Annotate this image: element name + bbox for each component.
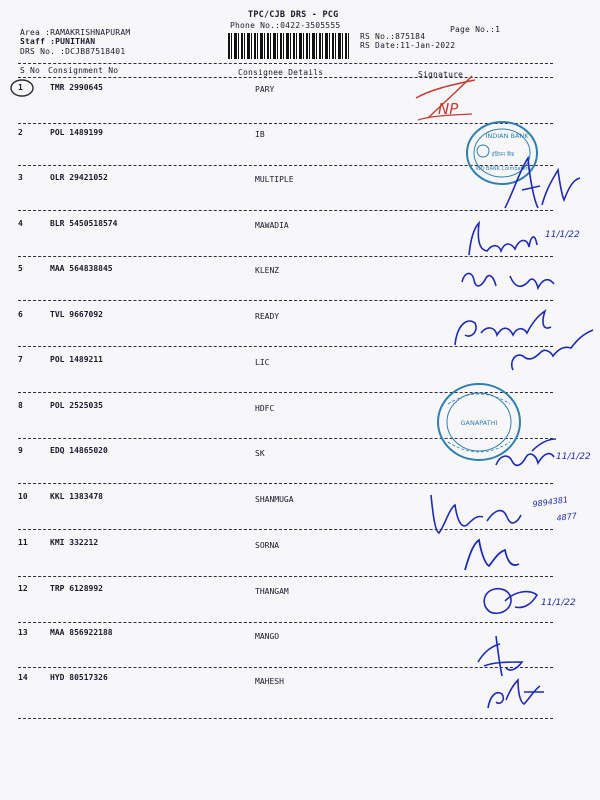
svg-text:9894381: 9894381 (532, 495, 569, 509)
row-sno: 11 (18, 538, 28, 547)
header-divider-top (18, 63, 553, 64)
row-consignment: EDQ 14865020 (50, 446, 108, 455)
barcode (228, 33, 350, 59)
signature-row12 (475, 575, 590, 630)
row-consignee: THANGAM (255, 587, 289, 596)
row-consignee: MULTIPLE (255, 175, 294, 184)
row-consignee: MAWADIA (255, 221, 289, 230)
sno-circle-mark (8, 77, 36, 99)
row-sno: 1 (18, 83, 23, 92)
row-sno: 4 (18, 219, 23, 228)
row-sno: 9 (18, 446, 23, 455)
page-number: Page No.:1 (450, 25, 501, 34)
signature-row7 (505, 322, 600, 382)
row-consignment: POL 2525035 (50, 401, 103, 410)
row-consignment: MAA 564838845 (50, 264, 113, 273)
svg-text:4877: 4877 (556, 511, 578, 523)
row-sno: 13 (18, 628, 28, 637)
row-consignment: TMR 2990645 (50, 83, 103, 92)
row-consignee: LIC (255, 358, 270, 367)
signature-row5 (458, 262, 568, 302)
drs-number: DRS No. :DCJB87518401 (20, 47, 126, 56)
row-sno: 6 (18, 310, 23, 319)
row-divider (18, 622, 553, 623)
row-consignee: MAHESH (255, 677, 284, 686)
row-consignment: KMI 332212 (50, 538, 99, 547)
row-consignment: TVL 9667092 (50, 310, 103, 319)
signature-row4 (465, 215, 585, 263)
signature-row3 (500, 150, 585, 220)
row-consignment: POL 1489211 (50, 355, 103, 364)
col-signature: Signature (418, 70, 464, 79)
row-sno: 8 (18, 401, 23, 410)
row-sno: 12 (18, 584, 28, 593)
svg-text:GANAPATHI: GANAPATHI (460, 419, 498, 427)
col-consignee: Consignee Details (238, 68, 324, 77)
row-consignment: BLR 5450518574 (50, 219, 118, 228)
svg-text:इंडियन बैंक: इंडियन बैंक (491, 152, 515, 158)
signature-row14 (478, 672, 558, 720)
row-consignee: READY (255, 312, 280, 321)
rs-number: RS No.:875184 (360, 32, 426, 41)
np-text: NP (438, 100, 459, 118)
row-consignee: PARY (255, 85, 275, 94)
svg-text:11/1/22: 11/1/22 (556, 452, 591, 462)
row-consignee: MANGO (255, 632, 280, 641)
svg-text:11/1/22: 11/1/22 (545, 230, 580, 240)
row-divider (18, 483, 553, 484)
row-consignment: MAA 856922188 (50, 628, 113, 637)
row-sno: 14 (18, 673, 28, 682)
col-consignment: Consignment No (48, 66, 119, 75)
col-sno: S No (20, 66, 41, 75)
row-divider (18, 210, 553, 211)
row-sno: 7 (18, 355, 23, 364)
row-sno: 10 (18, 492, 28, 501)
signature-row9 (492, 425, 600, 485)
rs-date: RS Date:11-Jan-2022 (360, 41, 456, 50)
svg-text:IND BANK Coimbatore: IND BANK Coimbatore (475, 166, 531, 172)
staff: Staff :PUNITHAN (20, 37, 96, 46)
row-consignment: TRP 6128992 (50, 584, 103, 593)
row-consignee: SK (255, 449, 265, 458)
row-consignment: POL 1489199 (50, 128, 103, 137)
row-sno: 2 (18, 128, 23, 137)
row-consignment: KKL 1383478 (50, 492, 103, 501)
row-sno: 5 (18, 264, 23, 273)
row-consignment: OLR 29421052 (50, 173, 108, 182)
row-consignment: HYD 80517326 (50, 673, 108, 682)
row-consignee: SORNA (255, 541, 280, 550)
sheet-title: TPC/CJB DRS - PCG (248, 10, 339, 20)
svg-text:11/1/22: 11/1/22 (541, 598, 576, 608)
row-consignee: IB (255, 130, 265, 139)
row-divider (18, 718, 553, 719)
phone-number: Phone No.:0422-3505555 (230, 21, 341, 30)
row-consignee: HDFC (255, 404, 275, 413)
signature-row11 (455, 530, 535, 580)
area: Area :RAMAKRISHNAPURAM (20, 28, 131, 37)
row-sno: 3 (18, 173, 23, 182)
row-consignee: SHANMUGA (255, 495, 294, 504)
svg-text:INDIAN BANK: INDIAN BANK (485, 132, 529, 140)
row-consignee: KLENZ (255, 266, 280, 275)
